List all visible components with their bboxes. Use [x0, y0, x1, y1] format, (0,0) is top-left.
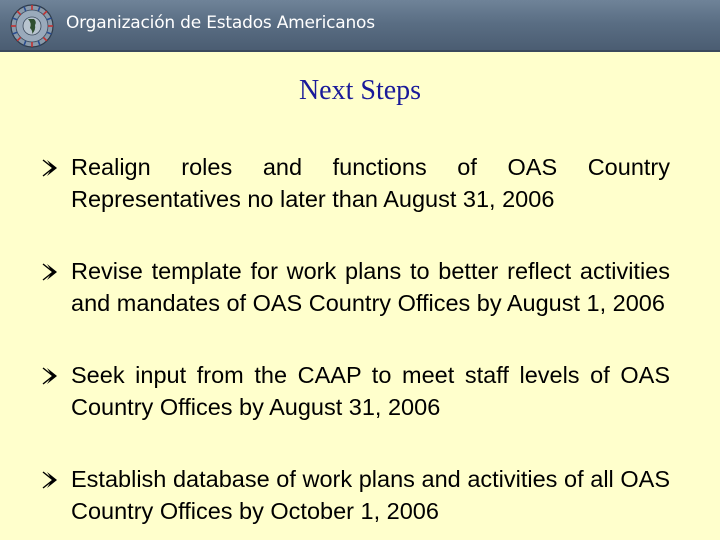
bullet-text: Realign roles and functions of OAS Country Representatives no later than August 31, 2006	[71, 154, 670, 212]
list-item	[42, 360, 670, 423]
next-steps-list	[42, 152, 670, 527]
arrow-bullet-icon	[42, 366, 64, 386]
arrow-bullet-icon	[42, 158, 64, 178]
list-item	[42, 152, 670, 215]
bullet-text: Establish database of work plans and activities of all OAS Country Offices by October 1, 2006	[71, 466, 670, 524]
header-divider	[0, 50, 720, 52]
list-item	[42, 256, 670, 319]
arrow-bullet-icon	[42, 262, 64, 282]
slide-title: Next Steps	[298, 75, 422, 106]
organization-name: Organización de Estados Americanos	[66, 13, 375, 33]
bullet-text: Seek input from the CAAP to meet staff levels of OAS Country Offices by August 31, 2006	[71, 362, 670, 420]
bullet-text: Revise template for work plans to better reflect activities and mandates of OAS Country Offices by August 1, 2006	[71, 258, 670, 316]
arrow-bullet-icon	[42, 470, 64, 490]
oas-emblem-icon	[9, 3, 55, 49]
list-item	[42, 464, 670, 527]
header-bar	[0, 0, 720, 50]
